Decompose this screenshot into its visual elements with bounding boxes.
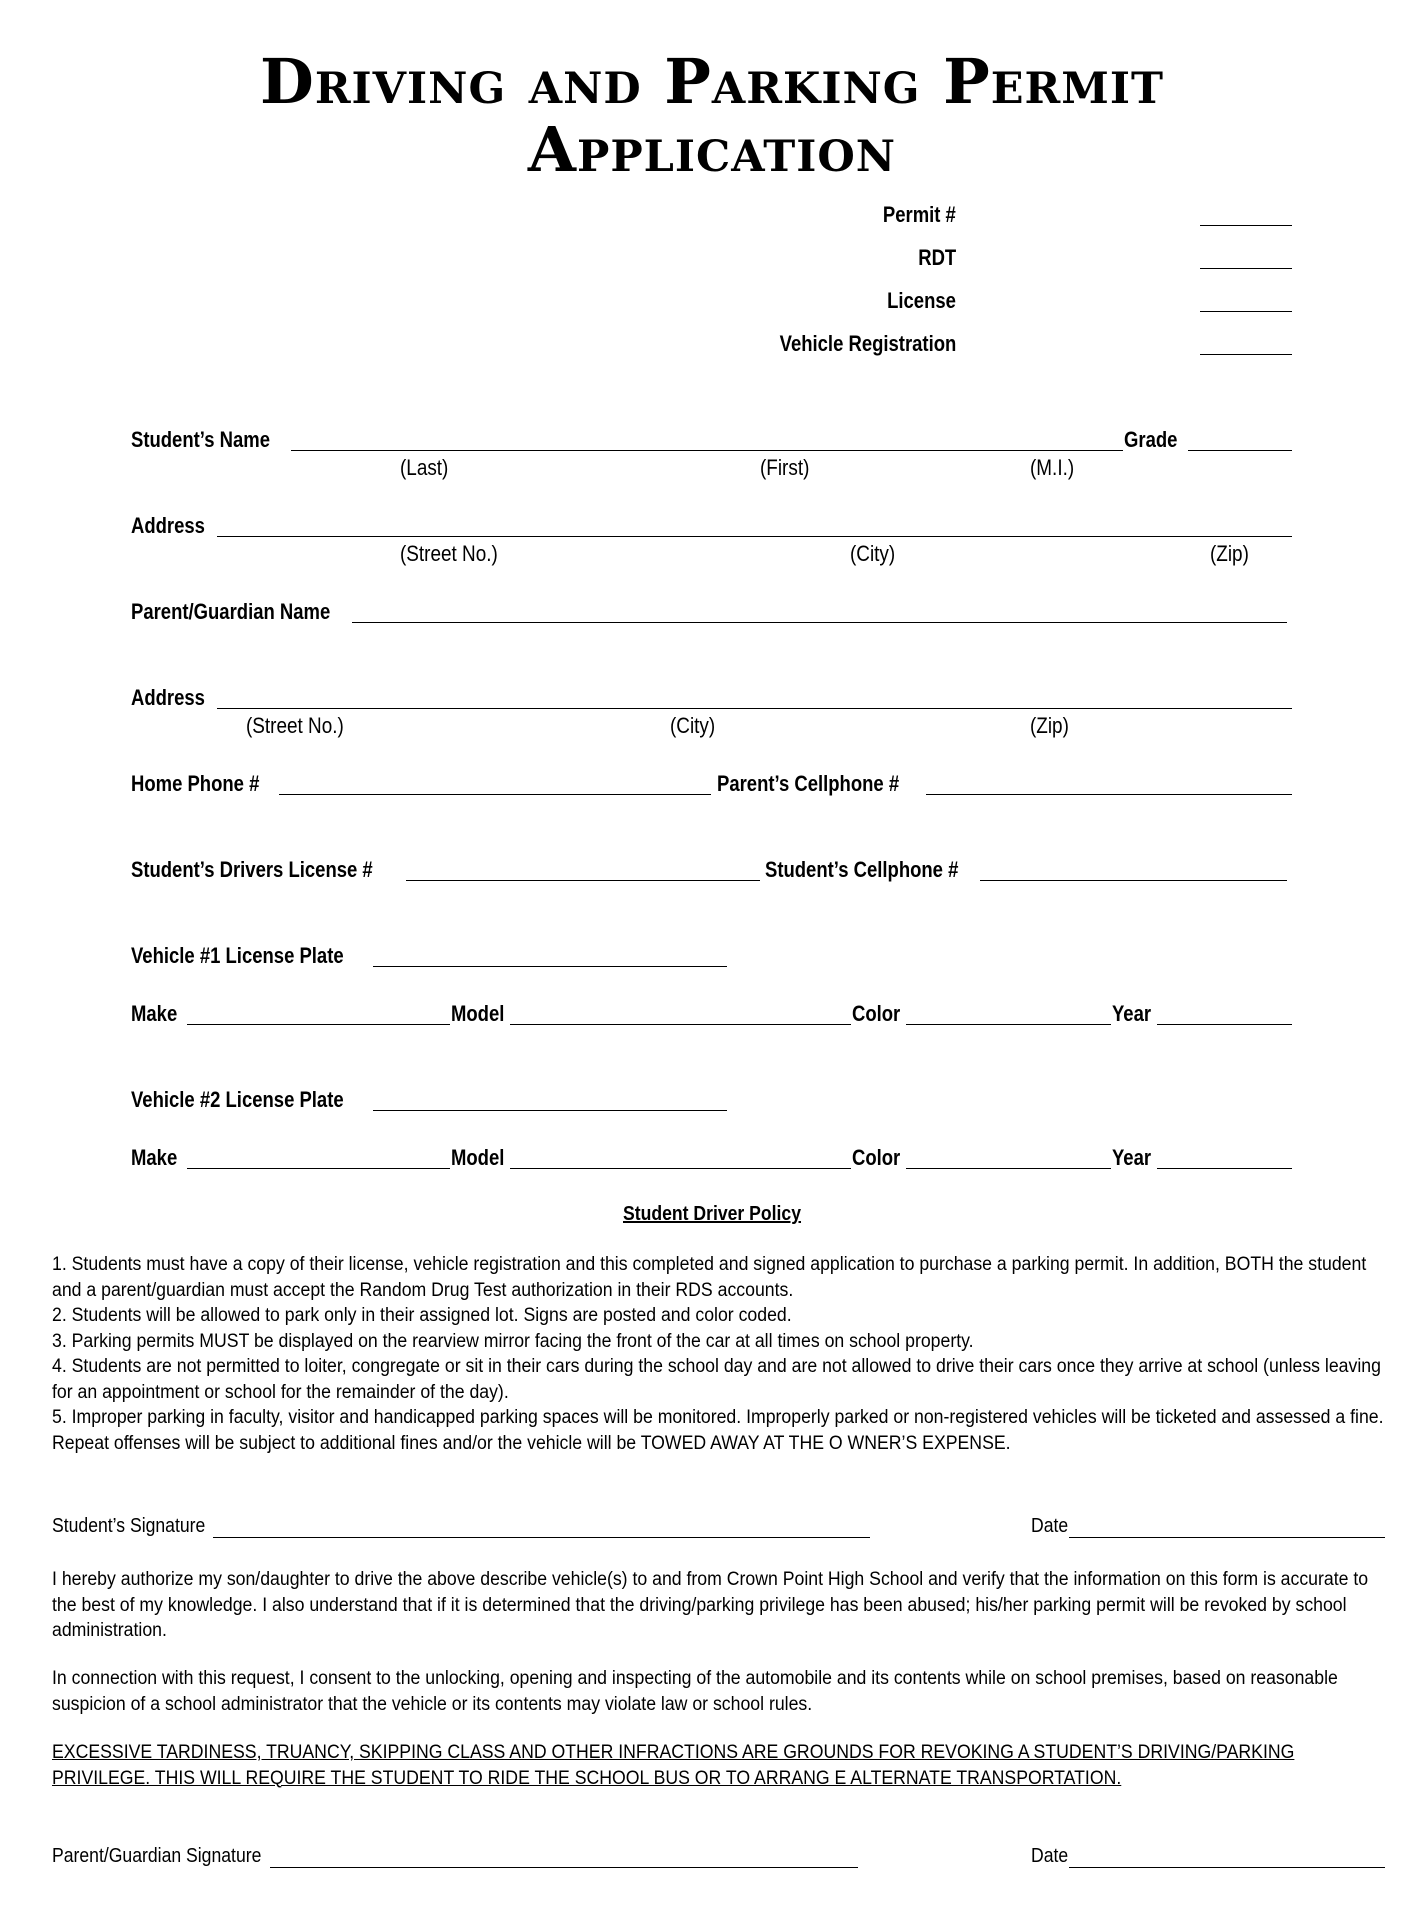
vehicle2-plate-label: Vehicle #2 License Plate [131, 1087, 344, 1112]
student-signature-label: Student’s Signature [52, 1515, 206, 1537]
parent-date-field[interactable] [1069, 1867, 1385, 1868]
policy-title: Student Driver Policy [622, 1203, 802, 1225]
authorization-text [52, 1567, 1392, 1644]
vehicle1-make-label: Make [131, 1001, 178, 1026]
page-title [0, 45, 1424, 186]
parent-cellphone-label: Parent’s Cellphone # [717, 771, 900, 796]
drivers-license-label: Student’s Drivers License # [131, 857, 373, 882]
city-caption: (City) [850, 541, 896, 566]
permit-number-label: Permit # [883, 202, 956, 227]
vehicle1-color-label: Color [852, 1001, 901, 1026]
student-name-label: Student’s Name [131, 427, 270, 452]
parent-signature-label: Parent/Guardian Signature [52, 1845, 262, 1867]
zip-caption: (Zip) [1210, 541, 1249, 566]
zip-caption: (Zip) [1030, 713, 1069, 738]
vehicle2-color-field[interactable] [906, 1168, 1111, 1169]
last-caption: (Last) [400, 455, 449, 480]
vehicle2-plate-field[interactable] [373, 1110, 727, 1111]
student-cellphone-field[interactable] [980, 880, 1287, 881]
parent-date-label: Date [1031, 1845, 1069, 1867]
student-signature-field[interactable] [213, 1537, 870, 1538]
home-phone-label: Home Phone # [131, 771, 260, 796]
policy-item-3: 3. Parking permits MUST be displayed on the rearview mirror facing the front of the car at all times on school property. [52, 1330, 974, 1352]
title-line-1: Driving and Parking Permit [260, 45, 1164, 118]
policy-item-2: 2. Students will be allowed to park only in their assigned lot. Signs are posted and color coded. [52, 1305, 792, 1326]
vehicle1-year-label: Year [1112, 1001, 1152, 1026]
consent-paragraph: In connection with this request, I consent to the unlocking, opening and inspecting of the automobile and its contents while on school premises, based on reasonable suspicion of a school administrator that the vehicle or its contents may violate law or school rules. [52, 1668, 1338, 1715]
policy-item-5: 5. Improper parking in faculty, visitor and handicapped parking spaces will be monitored. Improperly parked or non-registered vehicles will be ticketed and assessed a fine. Repeat offenses will be subject to additional fines and/or the vehicle will be TOWED AWAY AT THE O WNER’S EXPENSE. [52, 1407, 1384, 1454]
vehicle1-model-label: Model [451, 1001, 505, 1026]
student-date-label: Date [1031, 1515, 1069, 1537]
policy-list [52, 1252, 1392, 1456]
policy-item-4: 4. Students are not permitted to loiter, congregate or sit in their cars during the school day and are not allowed to drive their cars once they arrive at school (unless leaving for an appointment or school for the remainder of the day). [52, 1356, 1381, 1403]
vehicle1-plate-label: Vehicle #1 License Plate [131, 943, 344, 968]
city-caption: (City) [670, 713, 716, 738]
warning-text [52, 1740, 1392, 1791]
parent-signature-field[interactable] [270, 1867, 858, 1868]
grade-label: Grade [1124, 427, 1178, 452]
warning-paragraph: EXCESSIVE TARDINESS, TRUANCY, SKIPPING CLASS AND OTHER INFRACTIONS ARE GROUNDS FOR REVOKING A STUDENT’S DRIVING/PARKING PRIVILEGE. THIS WILL REQUIRE THE STUDENT TO RIDE THE SCHOOL BUS OR TO ARRANG E ALTERNATE TRANSPORTATION. [52, 1742, 1295, 1789]
vehicle2-year-label: Year [1112, 1145, 1152, 1170]
vehicle1-year-field[interactable] [1157, 1024, 1292, 1025]
student-date-field[interactable] [1069, 1537, 1385, 1538]
student-address-label: Address [131, 513, 205, 538]
first-caption: (First) [760, 455, 810, 480]
parent-address-label: Address [131, 685, 205, 710]
title-line-2: Application [527, 113, 897, 186]
vehicle2-make-label: Make [131, 1145, 178, 1170]
student-name-field[interactable] [291, 450, 1123, 451]
parent-cellphone-field[interactable] [926, 794, 1292, 795]
vehicle2-color-label: Color [852, 1145, 901, 1170]
parent-address-field[interactable] [217, 708, 1292, 709]
rdt-label: RDT [918, 245, 956, 270]
vehicle2-make-field[interactable] [187, 1168, 450, 1169]
vehicle1-plate-field[interactable] [373, 966, 727, 967]
vehicle2-year-field[interactable] [1157, 1168, 1292, 1169]
street-no-caption: (Street No.) [400, 541, 498, 566]
parent-name-label: Parent/Guardian Name [131, 599, 331, 624]
grade-field[interactable] [1188, 450, 1292, 451]
vehicle1-model-field[interactable] [510, 1024, 851, 1025]
home-phone-field[interactable] [279, 794, 711, 795]
vehicle-registration-label: Vehicle Registration [779, 331, 956, 356]
policy-item-1: 1. Students must have a copy of their license, vehicle registration and this completed and signed application to purchase a parking permit. In addition, BOTH the student and a parent/guardian must accept the Random Drug Test authorization in their RDS accounts. [52, 1254, 1367, 1301]
student-cellphone-label: Student’s Cellphone # [765, 857, 959, 882]
license-label: License [887, 288, 956, 313]
rdt-field[interactable] [1200, 268, 1292, 269]
vehicle1-make-field[interactable] [187, 1024, 450, 1025]
student-address-field[interactable] [217, 536, 1292, 537]
consent-text [52, 1666, 1392, 1717]
street-no-caption: (Street No.) [246, 713, 344, 738]
parent-name-field[interactable] [352, 622, 1287, 623]
vehicle-registration-field[interactable] [1200, 354, 1292, 355]
drivers-license-field[interactable] [406, 880, 760, 881]
permit-number-field[interactable] [1200, 225, 1292, 226]
vehicle2-model-label: Model [451, 1145, 505, 1170]
mi-caption: (M.I.) [1030, 455, 1075, 480]
license-field[interactable] [1200, 311, 1292, 312]
vehicle1-color-field[interactable] [906, 1024, 1111, 1025]
vehicle2-model-field[interactable] [510, 1168, 851, 1169]
authorization-paragraph: I hereby authorize my son/daughter to drive the above describe vehicle(s) to and from Crown Point High School and verify that the information on this form is accurate to the best of my knowledge. I also understand that if it is determined that the driving/parking privilege has been abused; his/her parking permit will be revoked by school administration. [52, 1569, 1369, 1641]
